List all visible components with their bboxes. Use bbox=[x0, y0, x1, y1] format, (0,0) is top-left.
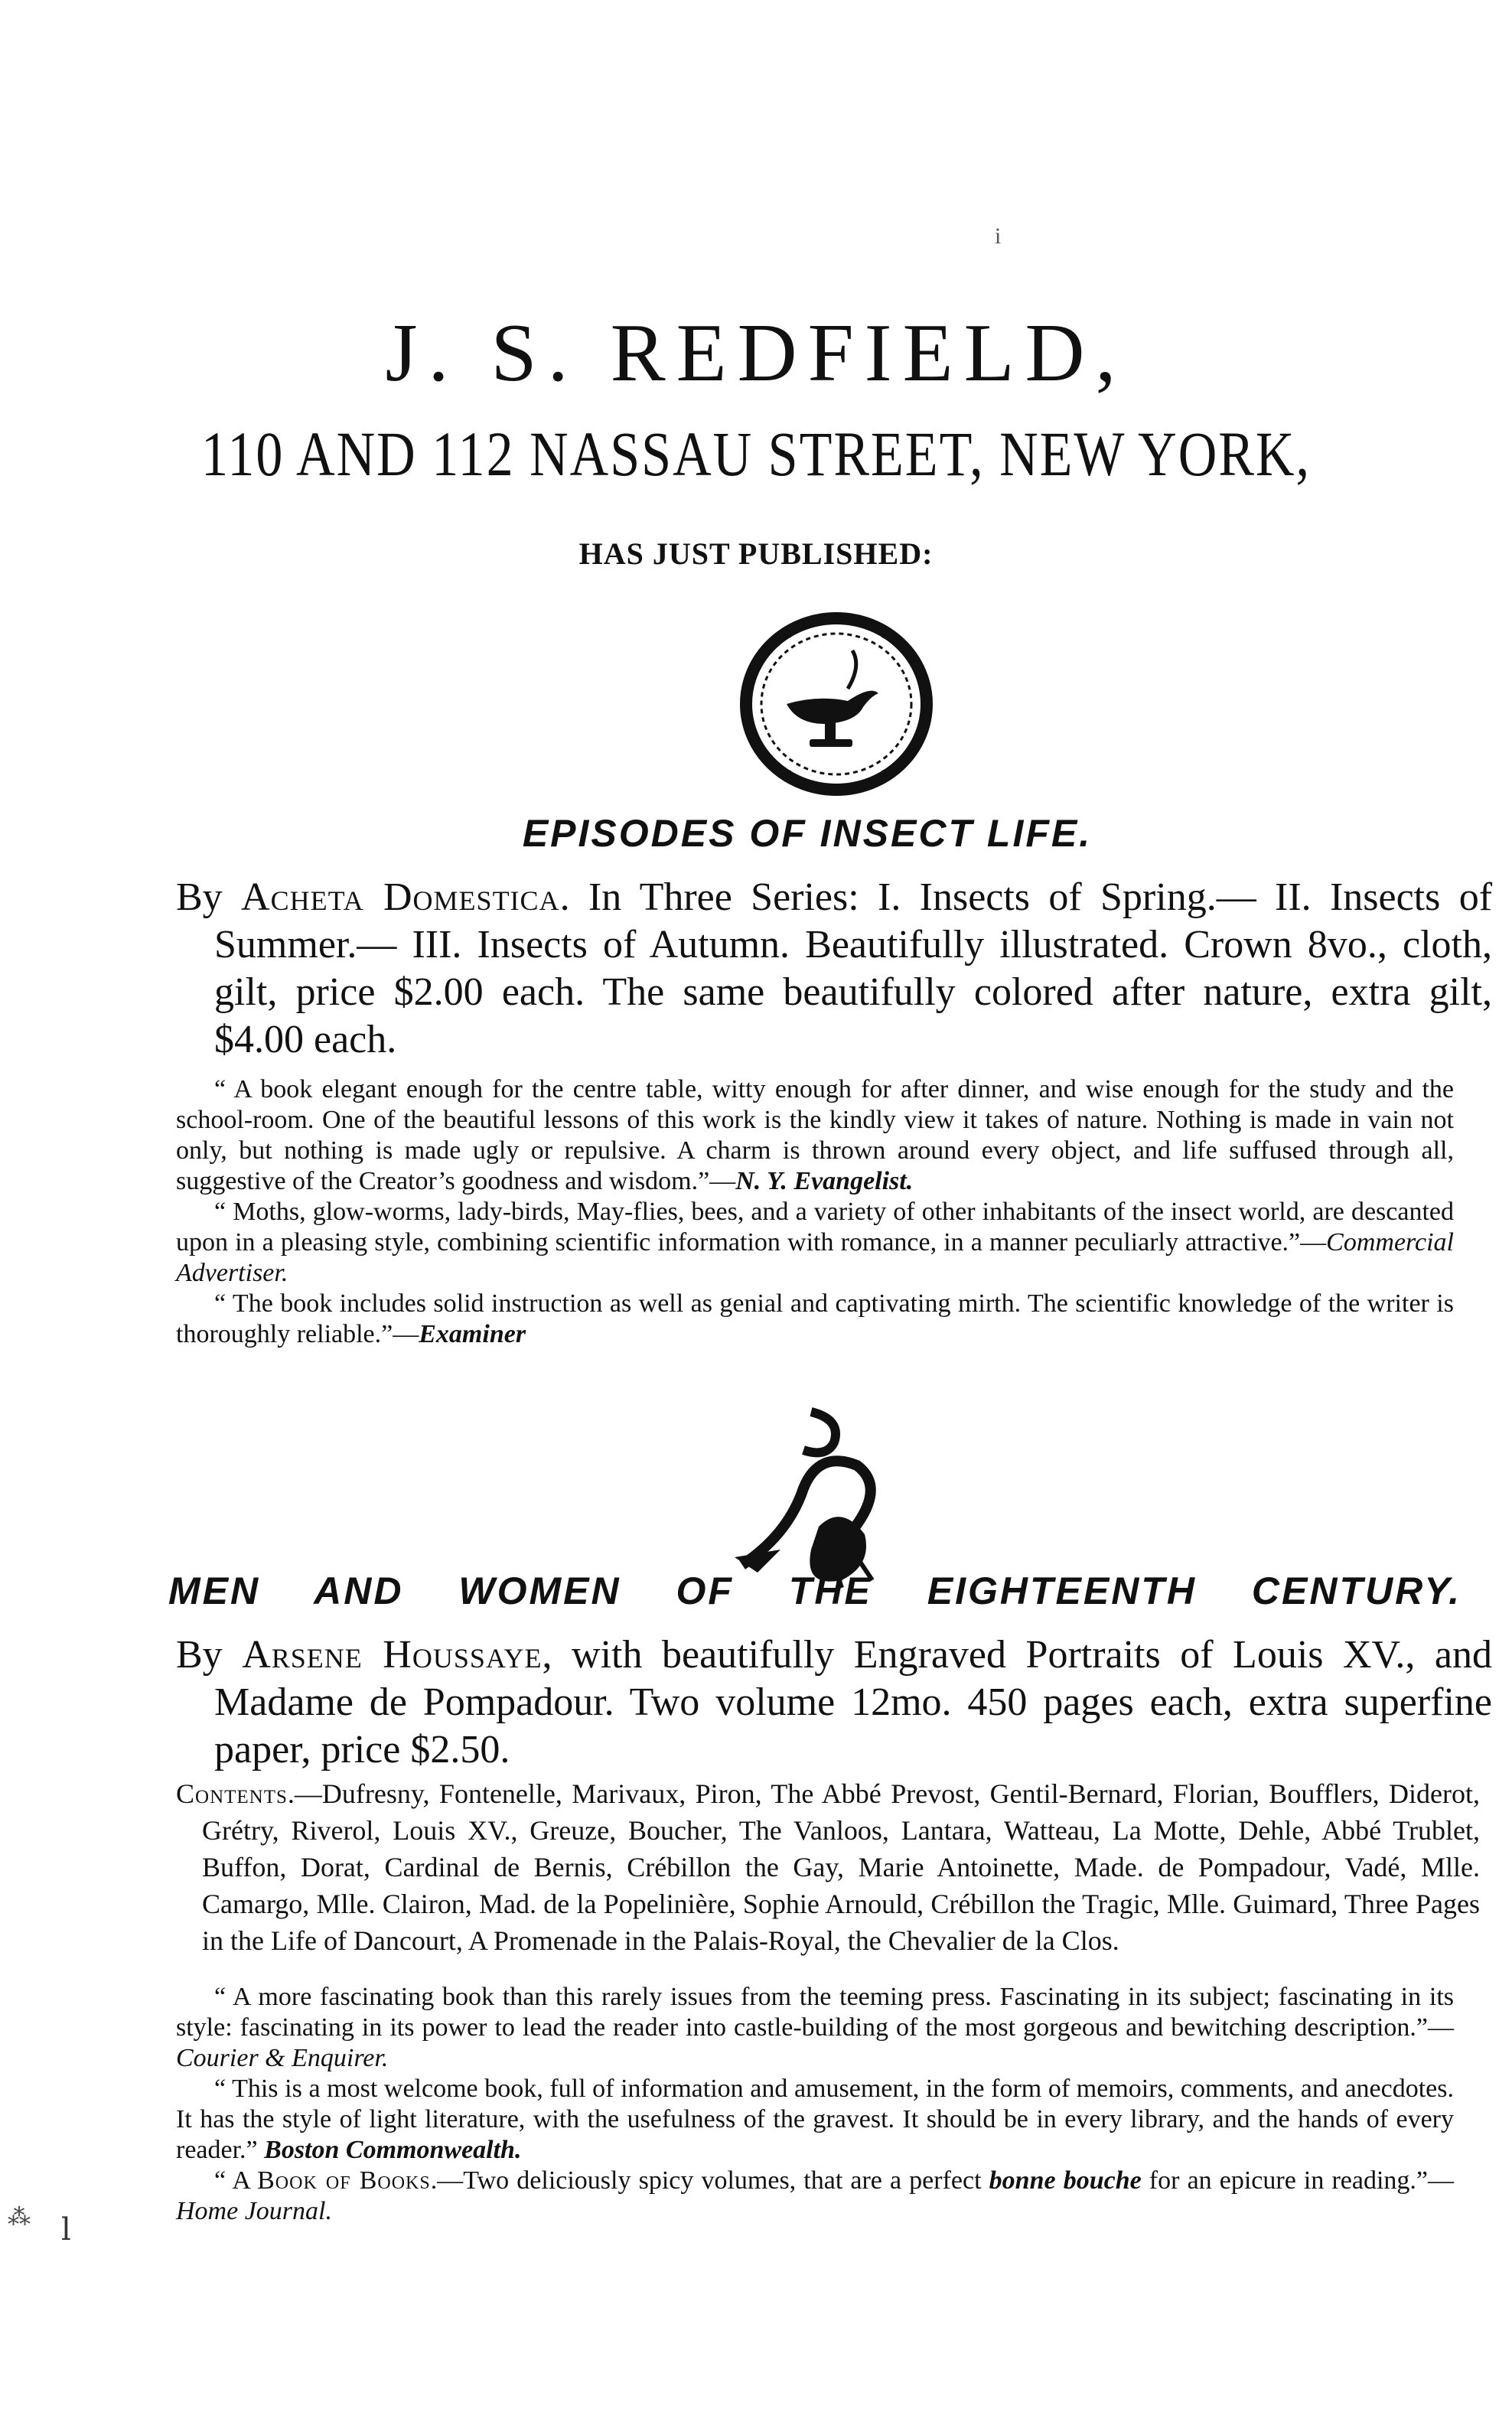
by-word: By bbox=[176, 1633, 223, 1677]
by-word: By bbox=[176, 875, 223, 919]
reviews-insect-life bbox=[176, 1074, 1454, 1350]
margin-blot: ⁂ bbox=[8, 2205, 31, 2230]
author-name: Arsene Houssaye bbox=[242, 1633, 543, 1677]
wreath-lamp-ornament-icon bbox=[733, 605, 940, 803]
review-text: for an epicure in reading.”— bbox=[1141, 2166, 1455, 2195]
review-source: Courier & Enquirer. bbox=[176, 2044, 389, 2072]
publisher-address: 110 AND 112 NASSAU STREET, NEW YORK, bbox=[201, 420, 1311, 491]
review-source: Commercial Advertiser. bbox=[176, 1228, 1454, 1287]
book-contents bbox=[176, 1775, 1480, 1959]
review-text: Book of Books bbox=[257, 2166, 431, 2195]
review bbox=[176, 1289, 1454, 1350]
book-byline-insect-life bbox=[176, 874, 1492, 1064]
review-text: “ A bbox=[214, 2166, 258, 2195]
review bbox=[176, 1074, 1454, 1197]
contents-label: Contents bbox=[176, 1778, 288, 1809]
book-title-men-and-women: MEN AND WOMEN OF THE EIGHTEENTH CENTURY. bbox=[168, 1569, 1461, 1612]
review bbox=[176, 1197, 1454, 1289]
book-title-insect-life: EPISODES OF INSECT LIFE. bbox=[522, 812, 1093, 855]
stray-mark: i bbox=[995, 223, 1002, 249]
author-name: Acheta Domestica bbox=[241, 875, 560, 919]
review-phrase: bonne bouche bbox=[989, 2166, 1142, 2195]
review bbox=[176, 2166, 1454, 2227]
review bbox=[176, 1982, 1454, 2074]
review-text: “ A more fascinating book than this rarely issues from the teeming press. Fascinating in its subject; fascinating in its style: fascinating in its power to lead the reader into castle-building of the most gorgeous and bewitching description.”— bbox=[176, 1983, 1454, 2042]
review-text: .—Two deliciously spicy volumes, that are a perfect bbox=[430, 2166, 989, 2195]
contents-list: .—Dufresny, Fontenelle, Marivaux, Piron, The Abbé Prevost, Gentil-Bernard, Florian, Boufflers, Diderot, Grétry, Riverol, Louis XV., Greuze, Boucher, The Vanloos, Lantara, Watteau, La Motte, Dehle, Abbé Trublet, Buffon, Dorat, Cardinal de Bernis, Crébillon the Gay, Marie Antoinette, Made. de Pompadour, Vadé, Mlle. Camargo, Mlle. Clairon, Mad. de la Popelinière, Sophie Arnould, Crébillon the Tragic, Mlle. Guimard, Three Pages in the Life of Dancourt, A Promenade in the Palais-Royal, the Chevalier de la Clos. bbox=[202, 1778, 1480, 1956]
book-details: . In Three Series: I. Insects of Spring.— II. Insects of Summer.— III. Insects of Autumn. Beautifully illustrated. Crown 8vo., cloth, gilt, price $2.00 each. The same beautifully colored after nature, extra gilt, $4.00 each. bbox=[214, 875, 1493, 1061]
review-text: “ The book includes solid instruction as well as genial and captivating mirth. The scientific knowledge of the writer is thoroughly reliable.”— bbox=[176, 1289, 1454, 1348]
review-source: Examiner bbox=[419, 1320, 526, 1348]
reviews-men-and-women bbox=[176, 1982, 1454, 2227]
publisher-name: J. S. REDFIELD, bbox=[385, 308, 1127, 399]
book-details: , with beautifully Engraved Portraits of Louis XV., and Madame de Pompadour. Two volume 12mo. 450 pages each, extra superfine paper, price $2.50. bbox=[214, 1633, 1492, 1772]
book-byline-men-and-women bbox=[176, 1631, 1492, 1774]
review-source: Home Journal. bbox=[176, 2197, 332, 2225]
review-text: “ A book elegant enough for the centre table, witty enough for after dinner, and wise enough for the study and the school-room. One of the beautiful lessons of this work is the kindly view it takes of nature. Nothing is made in vain not only, but nothing is made ugly or repulsive. A charm is thrown around every object, and life suffused through all, suggestive of the Creator’s goodness and wisdom.”— bbox=[176, 1075, 1454, 1195]
serpent-ornament-icon bbox=[727, 1404, 895, 1596]
review-source: N. Y. Evangelist. bbox=[735, 1167, 914, 1195]
review-source: Boston Commonwealth. bbox=[264, 2136, 522, 2164]
announcement: HAS JUST PUBLISHED: bbox=[578, 536, 934, 571]
margin-tick: ⅼ bbox=[61, 2212, 71, 2247]
review-text: “ Moths, glow-worms, lady-birds, May-flies, bees, and a variety of other inhabitants of the insect world, are descanted upon in a pleasing style, combining scientific information with romance, in a manner peculiarly attractive.”— bbox=[176, 1198, 1454, 1257]
review-text: “ This is a most welcome book, full of information and amusement, in the form of memoirs, comments, and anecdotes. It has the style of light literature, with the usefulness of the gravest. It should be in every library, and the hands of every reader.” bbox=[176, 2075, 1454, 2164]
review bbox=[176, 2074, 1454, 2166]
